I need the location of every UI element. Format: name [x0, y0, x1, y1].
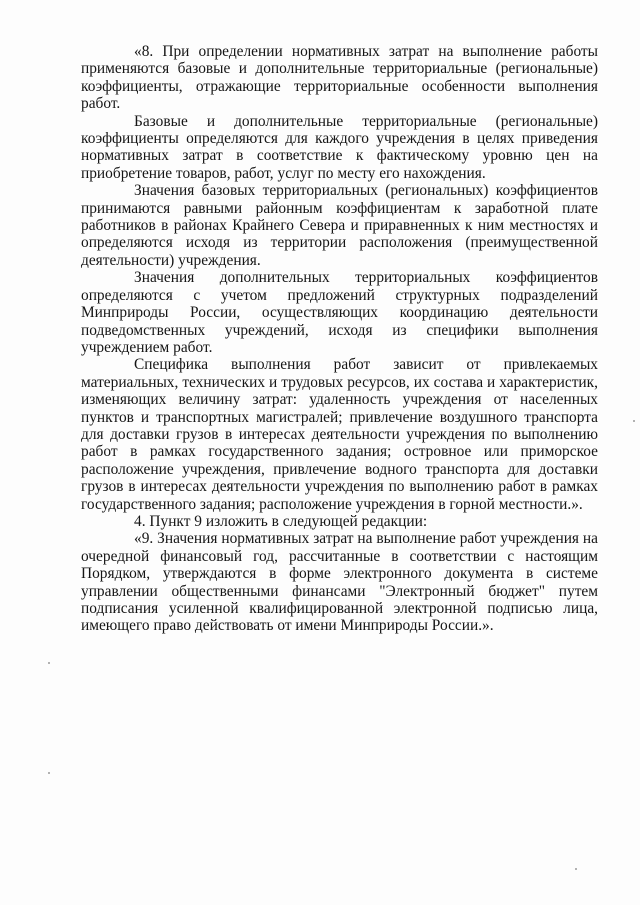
- paragraph-work-specifics: Специфика выполнения работ зависит от привлекаемых материальных, технических и трудовых ресурсов, их состава и характеристик, изменяющих величину затрат: удаленность учреждения от населенных пунктов и транспортных магистралей; привлечение воздушного транспорта для доставки грузов в интересах деятельности учреждения по выполнению работ в рамках государственного задания; островное или приморское расположение учреждения, привлечение водного транспорта для доставки грузов в интересах деятельности учреждения по выполнению работ в рамках государственного задания; расположение учреждения в горной местности.».: [81, 356, 598, 513]
- paragraph-base-values: Значения базовых территориальных (региональных) коэффициентов принимаются равными районным коэффициентам к заработной плате работников в районах Крайнего Севера и приравненных к ним местностях и определяются исходя из территории расположения (преимущественной деятельности) учреждения.: [81, 182, 598, 269]
- scan-speck: [575, 868, 577, 870]
- scan-speck: [633, 420, 635, 422]
- paragraph-point-9: «9. Значения нормативных затрат на выполнение работ учреждения на очередной финансовый год, рассчитанные в соответствии с настоящим Порядком, утверждаются в форме электронного документа в системе управлении общественными финансами "Электронный бюджет" путем подписания усиленной квалифицированной электронной подписью лица, имеющего право действовать от имени Минприроды России.».: [81, 530, 598, 635]
- paragraph-point-4: 4. Пункт 9 изложить в следующей редакции:: [134, 512, 428, 530]
- paragraph-additional-values: Значения дополнительных территориальных коэффициентов определяются с учетом предложений структурных подразделений Минприроды России, осуществляющих координацию деятельности подведомственных учреждений, исходя из специфики выполнения учреждением работ.: [81, 269, 598, 356]
- document-body: [81, 43, 598, 635]
- paragraph-point-8-intro: «8. При определении нормативных затрат на выполнение работы применяются базовые и дополнительные территориальные (региональные) коэффициенты, отражающие территориальные особенности выполнения работ.: [81, 43, 598, 113]
- paragraph-base-coefficients: Базовые и дополнительные территориальные (региональные) коэффициенты определяются для каждого учреждения в целях приведения нормативных затрат в соответствие к фактическому уровню цен на приобретение товаров, работ, услуг по месту его нахождения.: [81, 112, 598, 182]
- scan-speck: [48, 772, 50, 774]
- scan-speck: [48, 662, 50, 664]
